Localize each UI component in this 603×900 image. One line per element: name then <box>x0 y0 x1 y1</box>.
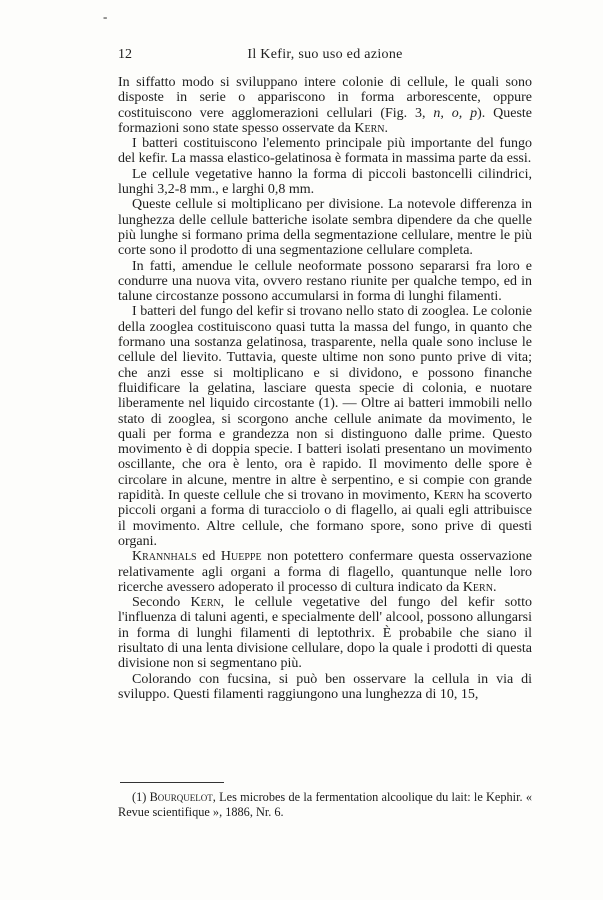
body-text <box>118 75 532 702</box>
text-run: non potettero confermare questa osservazione relativamente agli organi a forma di flagello, quantunque nelle loro ricerche avessero adoperato il processo di cultura indicato da <box>118 549 532 595</box>
paragraph <box>118 672 532 703</box>
paragraph <box>118 197 532 258</box>
paragraph <box>118 167 532 198</box>
author-name: Krannhals <box>132 549 197 565</box>
text-run: (1) <box>132 790 150 804</box>
paragraph <box>118 259 532 305</box>
text-run: . <box>492 579 497 595</box>
text-run: In fatti, amendue le cellule neoformate possono separarsi fra loro e condurre una nuova vita, ovvero restano riunite per qualche tempo, ed in talune circostanze possono accumularsi in forma di lunghi filamenti. <box>118 258 532 305</box>
author-name: Kern <box>462 579 493 595</box>
footnote-rule <box>120 782 224 783</box>
text-run: In siffatto modo si sviluppano intere colonie di cellule, le quali sono disposte in serie o appariscono in forma arborescente, oppure costituiscono vere agglomerazioni cellulari (Fig. 3, <box>118 75 532 121</box>
text-run: ed <box>196 549 221 565</box>
footnote <box>118 790 532 820</box>
text-run: , Les microbes de la fermentation alcoolique du lait: le Kephir. « Revue scientifique », 1886, Nr. 6. <box>118 790 532 819</box>
text-run: Queste cellule si moltiplicano per divisione. La notevole differenza in lunghezza delle cellule batteriche isolate sembra dipendere da che quelle più lunghe si formano prima della segmentazione cellulare, mentre le più corte sono il prodotto di una segmentazione cellulare completa. <box>118 197 532 259</box>
text-run: Le cellule vegetative hanno la forma di piccoli bastoncelli cilindrici, lunghi 3,2-8 mm., e larghi 0,8 mm. <box>118 166 532 198</box>
page-number: 12 <box>118 47 132 62</box>
author-name: Kern <box>354 120 385 136</box>
text-run: ). Queste formazioni sono state spesso osservate da <box>118 105 533 136</box>
text-run: . <box>384 120 389 136</box>
page-header <box>118 47 532 67</box>
text-run: Secondo <box>132 595 191 611</box>
author-name: Hueppe <box>220 549 262 565</box>
author-name: Kern <box>190 595 221 611</box>
paragraph <box>118 304 532 549</box>
text-run: , le cellule vegetative del fungo del kefir sotto l'influenza di taluni agenti, e specialmente dell' alcool, possono allungarsi in forma di lunghi filamenti di leptothrix. È probabile che siano il risultato di una lenta divisione cellulare, dopo la quale i prodotti di questa divisione non si segmentano più. <box>118 595 532 672</box>
paragraph <box>118 75 532 136</box>
paragraph <box>118 595 532 671</box>
text-run: Colorando con fucsina, si può ben osservare la cellula in via di sviluppo. Questi filamenti raggiungono una lunghezza di 10, 15, <box>118 671 532 702</box>
paragraph <box>118 549 532 595</box>
paragraph <box>118 136 532 167</box>
author-name: Kern <box>433 488 464 504</box>
author-name: Bourquelot <box>149 790 213 804</box>
text-run: I batteri costituiscono l'elemento principale più importante del fungo del kefir. La massa elastico-gelatinosa è formata in massima parte da essi. <box>118 136 532 167</box>
corner-mark: - <box>103 9 108 24</box>
running-title: Il Kefir, suo uso ed azione <box>247 47 403 62</box>
italic-text: n, o, p <box>433 105 478 121</box>
text-run: I batteri del fungo del kefir si trovano nello stato di zooglea. Le colonie della zooglea costituiscono quasi tutta la massa del fungo, in quanto che formano una sostanza gelatinosa, trasparente, nella quale sono incluse le cellule del lievito. Tuttavia, queste ultime non sono punto prive di vita; che anzi esse si moltiplicano e si dividono, e possono finanche fluidificare la gelatina, lasciare questa specie di colonia, e nuotare liberamente nel liquido circostante (1). — Oltre ai batteri immobili nello stato di zooglea, si scorgono anche cellule animate da movimento, le quali per forma e grandezza non si distinguono dalle prime. Questo movimento è di doppia specie. I batteri isolati presentano un movimento oscillante, che ora è lento, ora è rapido. Il movimento delle spore è circolare in alcune, mentre in altre è serpentino, e si compie con grande rapidità. In queste cellule che si trovano in movimento, <box>118 304 532 504</box>
text-run: ha scoverto piccoli organi a forma di turacciolo o di flagello, ai quali egli attribuisce il movimento. Altre cellule, che formano spore, sono prive di questi organi. <box>118 488 532 549</box>
